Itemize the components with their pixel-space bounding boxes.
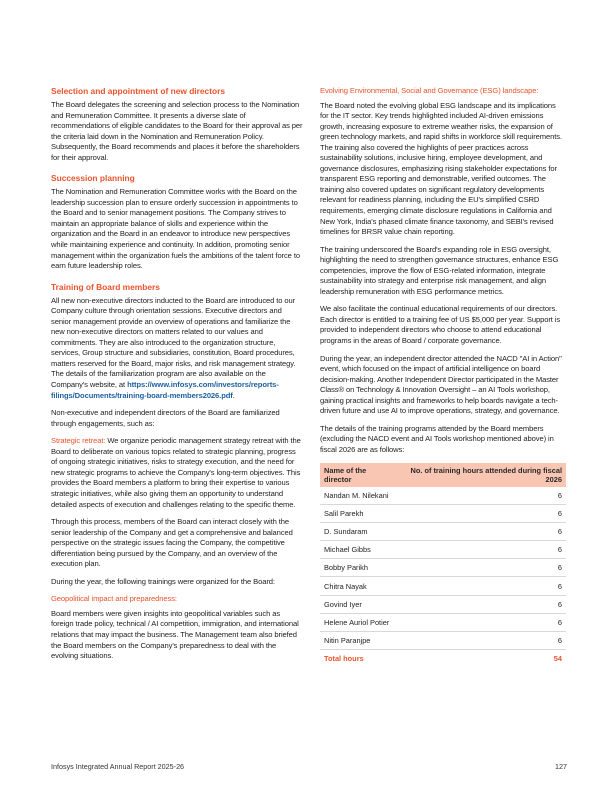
total-value: 54: [553, 654, 562, 664]
table-total-row: [320, 650, 566, 668]
total-label: Total hours: [324, 654, 364, 664]
director-hours: 6: [397, 541, 566, 559]
familiarization-program-link[interactable]: https://www.infosys.com/investors/reports-filings/Documents/training-board-members2026.pdf: [51, 380, 279, 400]
table-row: [320, 522, 566, 540]
right-column: [320, 86, 566, 667]
director-hours: 6: [397, 577, 566, 595]
geopolitical-heading: Geopolitical impact and preparedness:: [51, 594, 177, 604]
geopolitical-body: Board members were given insights into geopolitical variables such as foreign trade policy, technical / AI competition, immigration, and international relations that may impact the business. The Management team also briefed the Board members on the Company's preparedness to deal with the evolving situations.: [51, 608, 299, 661]
director-hours: 6: [397, 595, 566, 613]
director-hours: 6: [397, 559, 566, 577]
esg-body: The Board noted the evolving global ESG landscape and its implications for the IT sector. Key trends highlighted included AI-driven emissions growth, increasing exposure to extreme weather risks, the expansion of green technology markets, and rapid shifts in workforce skill requirements. The training also covered the highlights of peer practices across sustainability solutions, inclusive hiring, employee development, and governance disclosures, emphasizing rising stakeholder expectations for transparent ESG reporting and demonstrable, verified outcomes. The training also covered updates on significant regulatory developments relevant for readiness planning, including the EU's simplified CSRD requirements, emerging climate disclosure regulations in California and New York, India's phased climate finance taxonomy, and SEBI's revised timelines for BRSR value chain reporting.: [320, 100, 562, 237]
director-name: Nandan M. Nilekani: [320, 487, 397, 505]
link-end: .: [232, 390, 235, 400]
strategic-retreat-label: Strategic retreat:: [51, 436, 108, 446]
director-name: Helene Auriol Potier: [320, 613, 397, 631]
director-name: Bobby Parikh: [320, 559, 397, 577]
succession-body: The Nomination and Remuneration Committee works with the Board on the leadership succession plan to ensure orderly succession in appointments to the Board and to senior management positions. The Company strives to maintain an appropriate balance of skills and experience within the organization and the Board in an endeavor to introduce new perspectives while maintaining experience and continuity. In addition, promoting senior management within the organization fuels the ambitions of the talent force to earn future leadership roles.: [51, 187, 300, 271]
director-hours: 6: [397, 487, 566, 505]
director-name: Michael Gibbs: [320, 541, 397, 559]
footer-report-title: Infosys Integrated Annual Report 2025-26: [51, 762, 185, 771]
table-row: [320, 577, 566, 595]
table-row: [320, 559, 566, 577]
training-heading: Training of Board members: [51, 281, 160, 292]
director-hours: 6: [397, 504, 566, 522]
succession-heading: Succession planning: [51, 173, 135, 184]
table-row: [320, 487, 566, 505]
director-hours: 6: [397, 632, 566, 650]
table-row: [320, 595, 566, 613]
col-hours-header: No. of training hours attended during fiscal 2026: [397, 463, 566, 487]
director-name: D. Sundaram: [320, 522, 397, 540]
trainings-intro-para: During the year, the following trainings were organized for the Board:: [51, 576, 275, 586]
col-name-header: Name of the director: [320, 463, 397, 487]
familiarization-para: Non-executive and independent directors of the Board are familiarized through engagements, such as:: [51, 408, 280, 428]
director-hours: 6: [397, 613, 566, 631]
table-row: [320, 632, 566, 650]
left-column: [51, 86, 303, 669]
training-fee-para: We also facilitate the continual educational requirements of our directors. Each director is entitled to a training fee of US $5,000 per year. Support is provided to independent directors who choose to attend educational programs in the areas of Board / corporate governance.: [320, 304, 561, 346]
director-name: Chitra Nayak: [320, 577, 397, 595]
director-hours: 6: [397, 522, 566, 540]
director-name: Nitin Paranjpe: [320, 632, 397, 650]
selection-heading: Selection and appointment of new directors: [51, 86, 226, 96]
strategic-retreat-para: [51, 436, 303, 510]
footer-page-number: 127: [555, 762, 567, 771]
esg-body-2: The training underscored the Board's expanding role in ESG oversight, highlighting the need to strengthen governance structures, enhance ESG competencies, improve the flow of ESG-related information, integrate sustainability into strategy and enterprise risk management, and align leadership remuneration with ESG performance metrics.: [320, 244, 559, 296]
director-name: Salil Parekh: [320, 504, 397, 522]
nacd-para: During the year, an independent director attended the NACD "AI in Action" event, which focused on the impact of artificial intelligence on board decision-making. Another Independent Director participated in the Master Class® on Technology & Innovation Oversight – an AI Tools workshop, gaining practical insights and frameworks to help boards navigate a tech-driven future and use AI to improve operations, strategy, and governance.: [320, 353, 562, 416]
interaction-para: Through this process, members of the Board can interact closely with the senior leadership of the Company and get a comprehensive and balanced perspective on the strategic issues facing the Company, the competitive differentiation being pursued by the Company, and an overview of the execution plan.: [51, 517, 293, 569]
selection-body: The Board delegates the screening and selection process to the Nomination and Remuneration Committee. It presents a diverse slate of recommendations of eligible candidates to the Board for their approval as per the criteria laid down in the Nomination and Remuneration Policy. Subsequently, the Board recommends and places it before the shareholders for their approval.: [51, 100, 303, 162]
table-row: [320, 541, 566, 559]
table-row: [320, 504, 566, 522]
esg-heading: Evolving Environmental, Social and Governance (ESG) landscape:: [320, 86, 539, 95]
training-hours-table: [320, 463, 566, 668]
strategic-retreat-body: We organize periodic management strategy retreat with the Board to deliberate on various topics related to strategic planning, progress of ongoing strategic initiatives, risks to strategy execution, and the need for new strategic programs to achieve the Company's long-term objectives. This provides the Board members a platform to bring their expertise to various strategic initiatives, while also giving them an opportunity to understand detailed aspects of execution and challenges relating to the specific theme.: [51, 436, 301, 509]
director-name: Govind Iyer: [320, 595, 397, 613]
table-header-row: [320, 463, 566, 487]
training-intro: [51, 296, 303, 401]
training-intro-text: All new non-executive directors inducted to the Board are introduced to our Company culture through orientation sessions. Executive directors and senior management provide an overview of operations and familiarize the new non-executive directors on matters related to our values and commitments. They are also introduced to the organization structure, services, Group structure and subsidiaries, constitution, Board procedures, matters reserved for the Board, major risks, and risk management strategy. The details of the familiarization program are also available on the Company's website, at: [51, 295, 296, 390]
table-row: [320, 613, 566, 631]
table-intro: The details of the training programs attended by the Board members (excluding the NACD event and AI Tools workshop mentioned above) in fiscal 2026 are as follows:: [320, 423, 554, 454]
